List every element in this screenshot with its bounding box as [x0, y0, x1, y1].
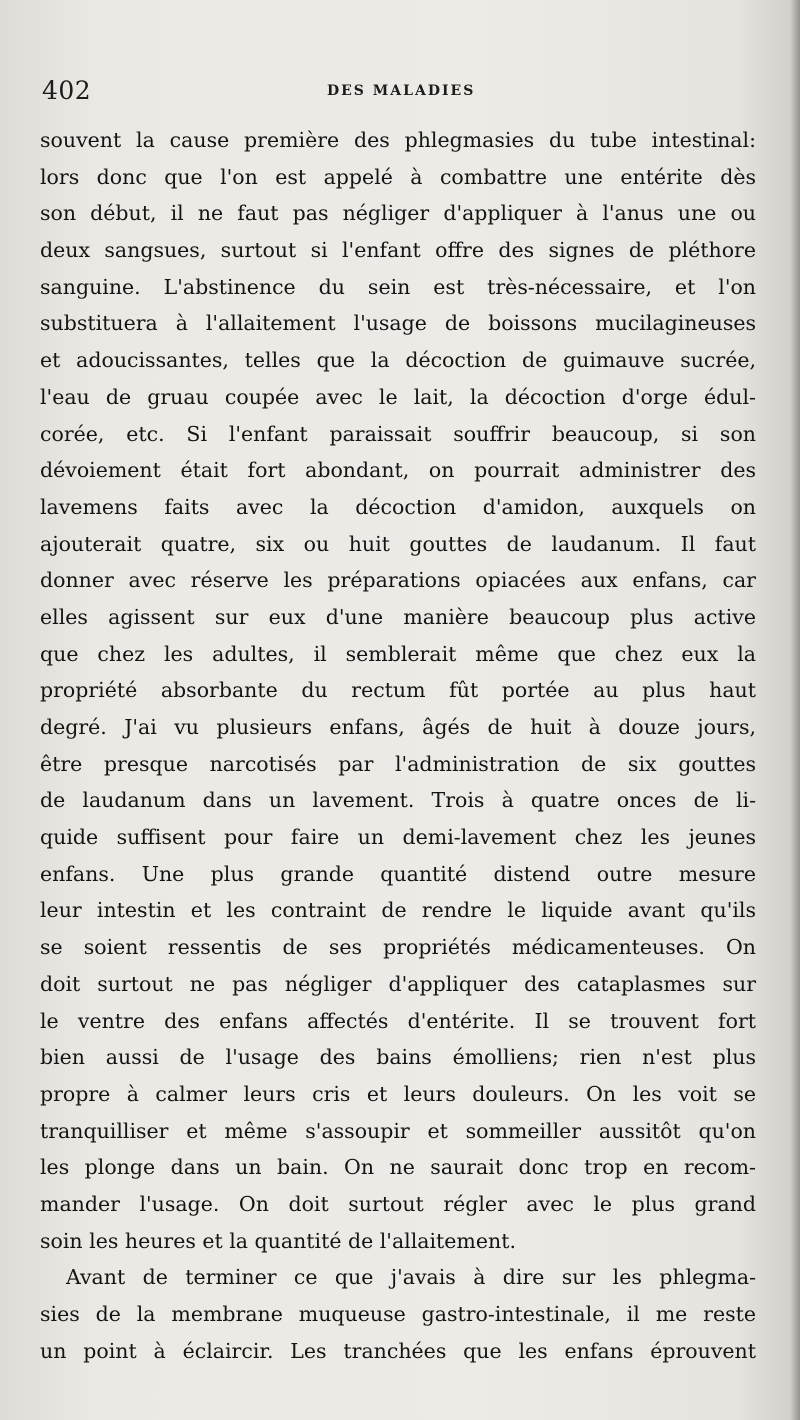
text-line: bien aussi de l'usage des bains émolliens; rien n'est plus: [40, 1045, 756, 1070]
text-line: donner avec réserve les préparations opiacées aux enfans, car: [40, 568, 756, 593]
text-line: Avant de terminer ce que j'avais à dire sur les phlegma-: [66, 1265, 756, 1290]
text-line: deux sangsues, surtout si l'enfant offre des signes de pléthore: [40, 238, 756, 263]
text-line: leur intestin et les contraint de rendre le liquide avant qu'ils: [40, 898, 756, 923]
text-line: doit surtout ne pas négliger d'appliquer des cataplasmes sur: [40, 971, 756, 996]
text-line: se soient ressentis de ses propriétés médicamenteuses. On: [40, 935, 756, 960]
text-line: degré. J'ai vu plusieurs enfans, âgés de huit à douze jours,: [40, 715, 756, 739]
text-line: ajouterait quatre, six ou huit gouttes de laudanum. Il faut: [40, 531, 756, 556]
page-edge-shadow: [790, 0, 800, 1420]
text-line: être presque narcotisés par l'administration de six gouttes: [40, 751, 756, 776]
text-line: propre à calmer leurs cris et leurs douleurs. On les voit se: [40, 1081, 756, 1106]
text-line: soin les heures et la quantité de l'allaitement.: [40, 1228, 516, 1253]
text-line: lavemens faits avec la décoction d'amidon, auxquels on: [40, 494, 756, 519]
text-line: un point à éclaircir. Les tranchées que les enfans éprouvent: [40, 1338, 756, 1363]
text-line: tranquilliser et même s'assoupir et sommeiller aussitôt qu'on: [40, 1118, 756, 1143]
page-number: 402: [42, 76, 92, 105]
page-header: [42, 74, 758, 114]
text-line: les plonge dans un bain. On ne saurait donc trop en recom-: [40, 1155, 756, 1180]
text-line: substituera à l'allaitement l'usage de boissons mucilagineuses: [40, 311, 756, 336]
text-line: son début, il ne faut pas négliger d'appliquer à l'anus une ou: [40, 201, 756, 226]
running-head: DES MALADIES: [327, 83, 476, 99]
text-line: mander l'usage. On doit surtout régler avec le plus grand: [40, 1191, 756, 1216]
text-line: dévoiement était fort abondant, on pourrait administrer des: [40, 458, 756, 483]
text-line: souvent la cause première des phlegmasies du tube intestinal:: [40, 128, 756, 152]
text-line: elles agissent sur eux d'une manière beaucoup plus active: [40, 604, 756, 629]
text-line: sanguine. L'abstinence du sein est très-nécessaire, et l'on: [40, 274, 756, 299]
text-line: lors donc que l'on est appelé à combattre une entérite dès: [40, 164, 756, 189]
body-text: [40, 122, 756, 1369]
text-line: quide suffisent pour faire un demi-lavement chez les jeunes: [40, 825, 756, 850]
text-line: sies de la membrane muqueuse gastro-intestinale, il me reste: [40, 1302, 756, 1326]
text-line: que chez les adultes, il semblerait même que chez eux la: [40, 641, 756, 666]
text-line: de laudanum dans un lavement. Trois à quatre onces de li-: [40, 788, 756, 813]
text-line: enfans. Une plus grande quantité distend outre mesure: [40, 861, 756, 886]
text-line: le ventre des enfans affectés d'entérite. Il se trouvent fort: [40, 1008, 756, 1033]
text-line: propriété absorbante du rectum fût portée au plus haut: [40, 678, 756, 703]
text-line: corée, etc. Si l'enfant paraissait souffrir beaucoup, si son: [40, 421, 756, 446]
text-line: l'eau de gruau coupée avec le lait, la décoction d'orge édul-: [40, 384, 756, 409]
text-line: et adoucissantes, telles que la décoction de guimauve sucrée,: [40, 348, 756, 373]
